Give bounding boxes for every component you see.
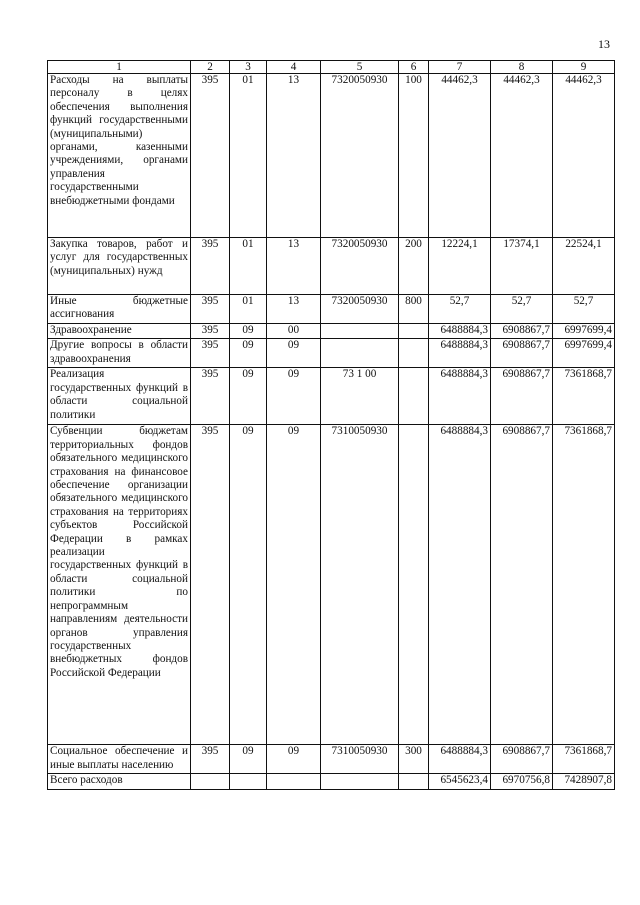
row-code-ministry: 395 <box>191 295 230 324</box>
row-code-ministry: 395 <box>191 339 230 368</box>
row-amount-year2: 52,7 <box>491 295 553 324</box>
row-name: Иные бюджетные ассигнования <box>48 295 191 324</box>
empty-cell <box>191 774 230 789</box>
row-amount-year1: 12224,1 <box>429 238 491 295</box>
header-cell: 5 <box>321 61 399 74</box>
row-name: Реализация государственных функций в области социальной политики <box>48 368 191 425</box>
row-amount-year2: 6908867,7 <box>491 339 553 368</box>
row-name: Закупка товаров, работ и услуг для государственных (муниципальных) нужд <box>48 238 191 295</box>
row-amount-year2: 6908867,7 <box>491 745 553 774</box>
row-amount-year1: 52,7 <box>429 295 491 324</box>
row-amount-year3: 44462,3 <box>553 74 615 238</box>
row-name: Социальное обеспечение и иные выплаты населению <box>48 745 191 774</box>
header-cell: 2 <box>191 61 230 74</box>
row-code-target: 73 1 00 <box>321 368 399 425</box>
row-code-type <box>399 425 429 745</box>
row-name: Здравоохранение <box>48 324 191 339</box>
empty-cell <box>321 774 399 789</box>
header-cell: 6 <box>399 61 429 74</box>
table-row <box>48 745 615 774</box>
row-code-subsection: 13 <box>267 295 321 324</box>
row-code-section: 09 <box>230 425 267 745</box>
row-code-type: 300 <box>399 745 429 774</box>
row-code-subsection: 09 <box>267 339 321 368</box>
row-code-type: 200 <box>399 238 429 295</box>
row-code-ministry: 395 <box>191 368 230 425</box>
row-amount-year2: 6908867,7 <box>491 324 553 339</box>
row-amount-year3: 7361868,7 <box>553 425 615 745</box>
row-amount-year3: 7361868,7 <box>553 745 615 774</box>
row-name: Другие вопросы в области здравоохранения <box>48 339 191 368</box>
row-code-target: 7320050930 <box>321 238 399 295</box>
row-code-type <box>399 324 429 339</box>
row-code-subsection: 13 <box>267 238 321 295</box>
row-code-target: 7310050930 <box>321 745 399 774</box>
row-amount-year3: 7361868,7 <box>553 368 615 425</box>
total-label: Всего расходов <box>48 774 191 789</box>
row-amount-year1: 6488884,3 <box>429 339 491 368</box>
row-code-ministry: 395 <box>191 745 230 774</box>
row-amount-year1: 6488884,3 <box>429 368 491 425</box>
row-code-subsection: 09 <box>267 745 321 774</box>
table-row <box>48 339 615 368</box>
total-amount-year1: 6545623,4 <box>429 774 491 789</box>
row-code-ministry: 395 <box>191 74 230 238</box>
row-code-ministry: 395 <box>191 238 230 295</box>
table-row <box>48 425 615 745</box>
table-row <box>48 238 615 295</box>
header-cell: 4 <box>267 61 321 74</box>
row-name: Расходы на выплаты персоналу в целях обеспечения выполнения функций государственными (муниципальными) органами, казенными учреждениями, органами управления государственными внебюджетными фондами <box>48 74 191 238</box>
row-code-section: 09 <box>230 368 267 425</box>
row-amount-year2: 6908867,7 <box>491 425 553 745</box>
empty-cell <box>230 774 267 789</box>
row-code-section: 09 <box>230 324 267 339</box>
row-amount-year1: 44462,3 <box>429 74 491 238</box>
row-code-ministry: 395 <box>191 324 230 339</box>
header-cell: 9 <box>553 61 615 74</box>
total-amount-year2: 6970756,8 <box>491 774 553 789</box>
row-code-type: 100 <box>399 74 429 238</box>
row-amount-year3: 6997699,4 <box>553 324 615 339</box>
row-code-target <box>321 339 399 368</box>
row-amount-year2: 6908867,7 <box>491 368 553 425</box>
row-code-subsection: 09 <box>267 368 321 425</box>
row-code-subsection: 13 <box>267 74 321 238</box>
row-code-section: 01 <box>230 238 267 295</box>
budget-table <box>47 60 615 790</box>
row-code-type <box>399 339 429 368</box>
table-row <box>48 74 615 238</box>
row-amount-year2: 44462,3 <box>491 74 553 238</box>
row-code-target: 7320050930 <box>321 74 399 238</box>
row-name: Субвенции бюджетам территориальных фондов обязательного медицинского страхования на финансовое обеспечение организации обязательного медицинского страхования на территориях субъектов Российской Федерации в рамках реализации государственных функций в области социальной политики по непрограммным направлениям деятельности органов управления государственных внебюджетных фондов Российской Федерации <box>48 425 191 745</box>
table-row <box>48 295 615 324</box>
row-amount-year1: 6488884,3 <box>429 425 491 745</box>
row-amount-year3: 22524,1 <box>553 238 615 295</box>
row-code-type: 800 <box>399 295 429 324</box>
row-code-subsection: 00 <box>267 324 321 339</box>
total-row <box>48 774 615 789</box>
row-code-section: 01 <box>230 74 267 238</box>
table-row <box>48 368 615 425</box>
total-amount-year3: 7428907,8 <box>553 774 615 789</box>
row-code-section: 01 <box>230 295 267 324</box>
page-number: 13 <box>598 37 610 51</box>
row-amount-year3: 6997699,4 <box>553 339 615 368</box>
table-header-row <box>48 61 615 74</box>
row-amount-year3: 52,7 <box>553 295 615 324</box>
row-amount-year2: 17374,1 <box>491 238 553 295</box>
row-amount-year1: 6488884,3 <box>429 745 491 774</box>
row-code-target: 7320050930 <box>321 295 399 324</box>
row-code-section: 09 <box>230 745 267 774</box>
row-code-target: 7310050930 <box>321 425 399 745</box>
header-cell: 1 <box>48 61 191 74</box>
row-code-ministry: 395 <box>191 425 230 745</box>
header-cell: 8 <box>491 61 553 74</box>
row-code-section: 09 <box>230 339 267 368</box>
table-row <box>48 324 615 339</box>
header-cell: 3 <box>230 61 267 74</box>
row-code-subsection: 09 <box>267 425 321 745</box>
empty-cell <box>399 774 429 789</box>
row-code-target <box>321 324 399 339</box>
empty-cell <box>267 774 321 789</box>
header-cell: 7 <box>429 61 491 74</box>
row-code-type <box>399 368 429 425</box>
row-amount-year1: 6488884,3 <box>429 324 491 339</box>
